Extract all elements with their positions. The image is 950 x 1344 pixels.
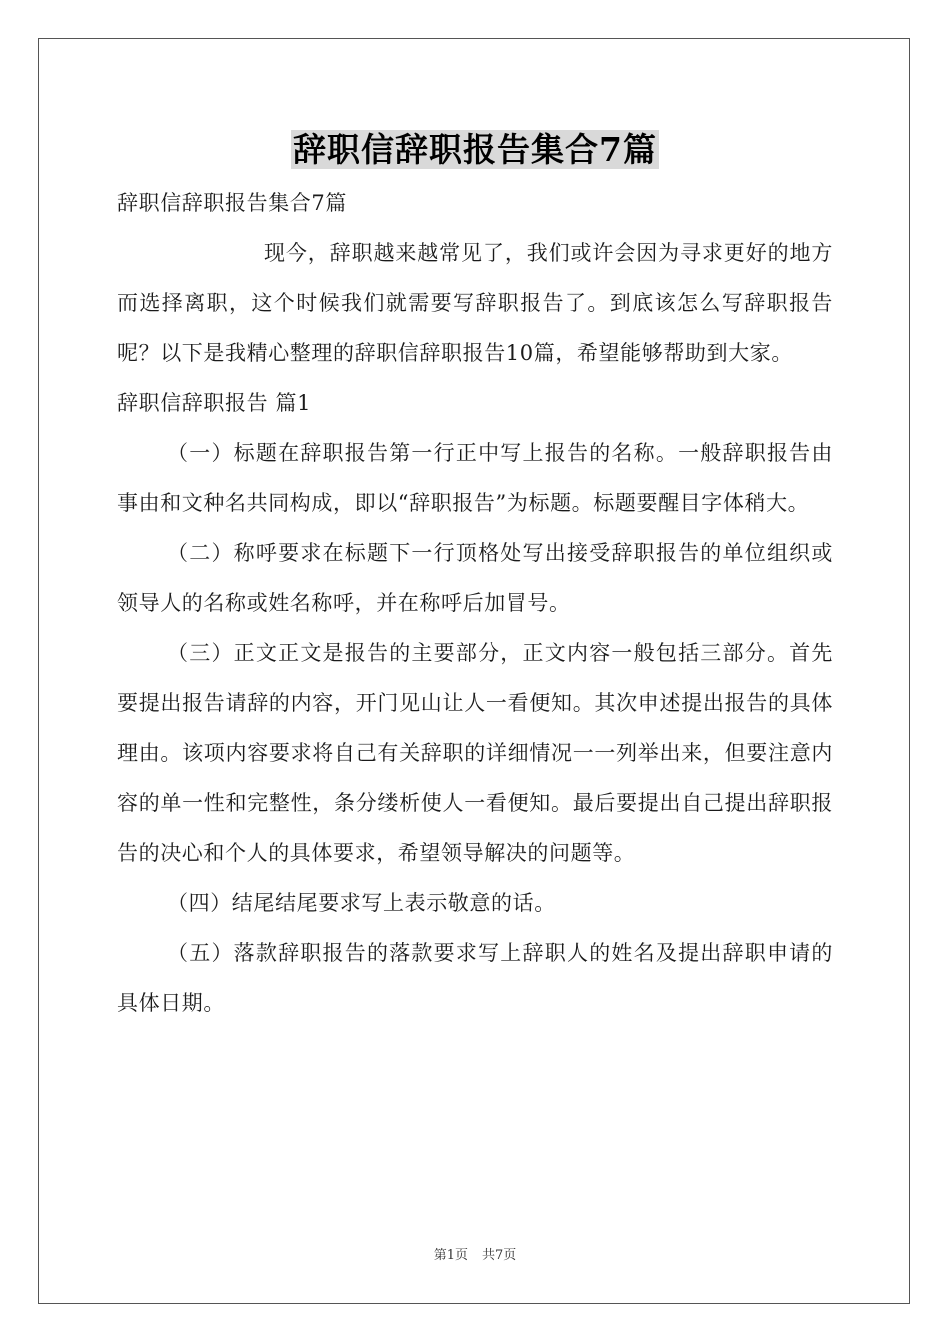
body-paragraph: （三）正文正文是报告的主要部分，正文内容一般包括三部分。首先要提出报告请辞的内容，开门见山让人一看便知。其次申述提出报告的具体理由。该项内容要求将自己有关辞职的详细情况一一列举出来，但要注意内容的单一性和完整性，条分缕析使人一看便知。最后要提出自己提出辞职报告的决心和个人的具体要求，希望领导解决的问题等。 bbox=[117, 641, 833, 865]
document-title bbox=[0, 126, 950, 174]
page-total: 共7页 bbox=[482, 1248, 517, 1263]
page-footer bbox=[0, 1246, 950, 1266]
subtitle-paragraph: 辞职信辞职报告集合7篇 bbox=[117, 191, 347, 215]
intro-paragraph: 现今，辞职越来越常见了，我们或许会因为寻求更好的地方而选择离职，这个时候我们就需要写辞职报告了。到底该怎么写辞职报告呢？以下是我精心整理的辞职信辞职报告10篇，希望能够帮助到大家。 bbox=[117, 241, 833, 365]
body-paragraph: （四）结尾结尾要求写上表示敬意的话。 bbox=[167, 891, 556, 915]
section-heading: 辞职信辞职报告 篇1 bbox=[117, 391, 312, 415]
document-title-text: 辞职信辞职报告集合7篇 bbox=[293, 130, 657, 169]
document-body bbox=[117, 178, 833, 1028]
page-number: 第1页 bbox=[433, 1248, 468, 1263]
body-paragraph: （二）称呼要求在标题下一行顶格处写出接受辞职报告的单位组织或领导人的名称或姓名称呼，并在称呼后加冒号。 bbox=[117, 541, 833, 615]
body-paragraph: （五）落款辞职报告的落款要求写上辞职人的姓名及提出辞职申请的具体日期。 bbox=[117, 941, 833, 1015]
body-paragraph: （一）标题在辞职报告第一行正中写上报告的名称。一般辞职报告由事由和文种名共同构成，即以“辞职报告”为标题。标题要醒目字体稍大。 bbox=[117, 441, 833, 515]
